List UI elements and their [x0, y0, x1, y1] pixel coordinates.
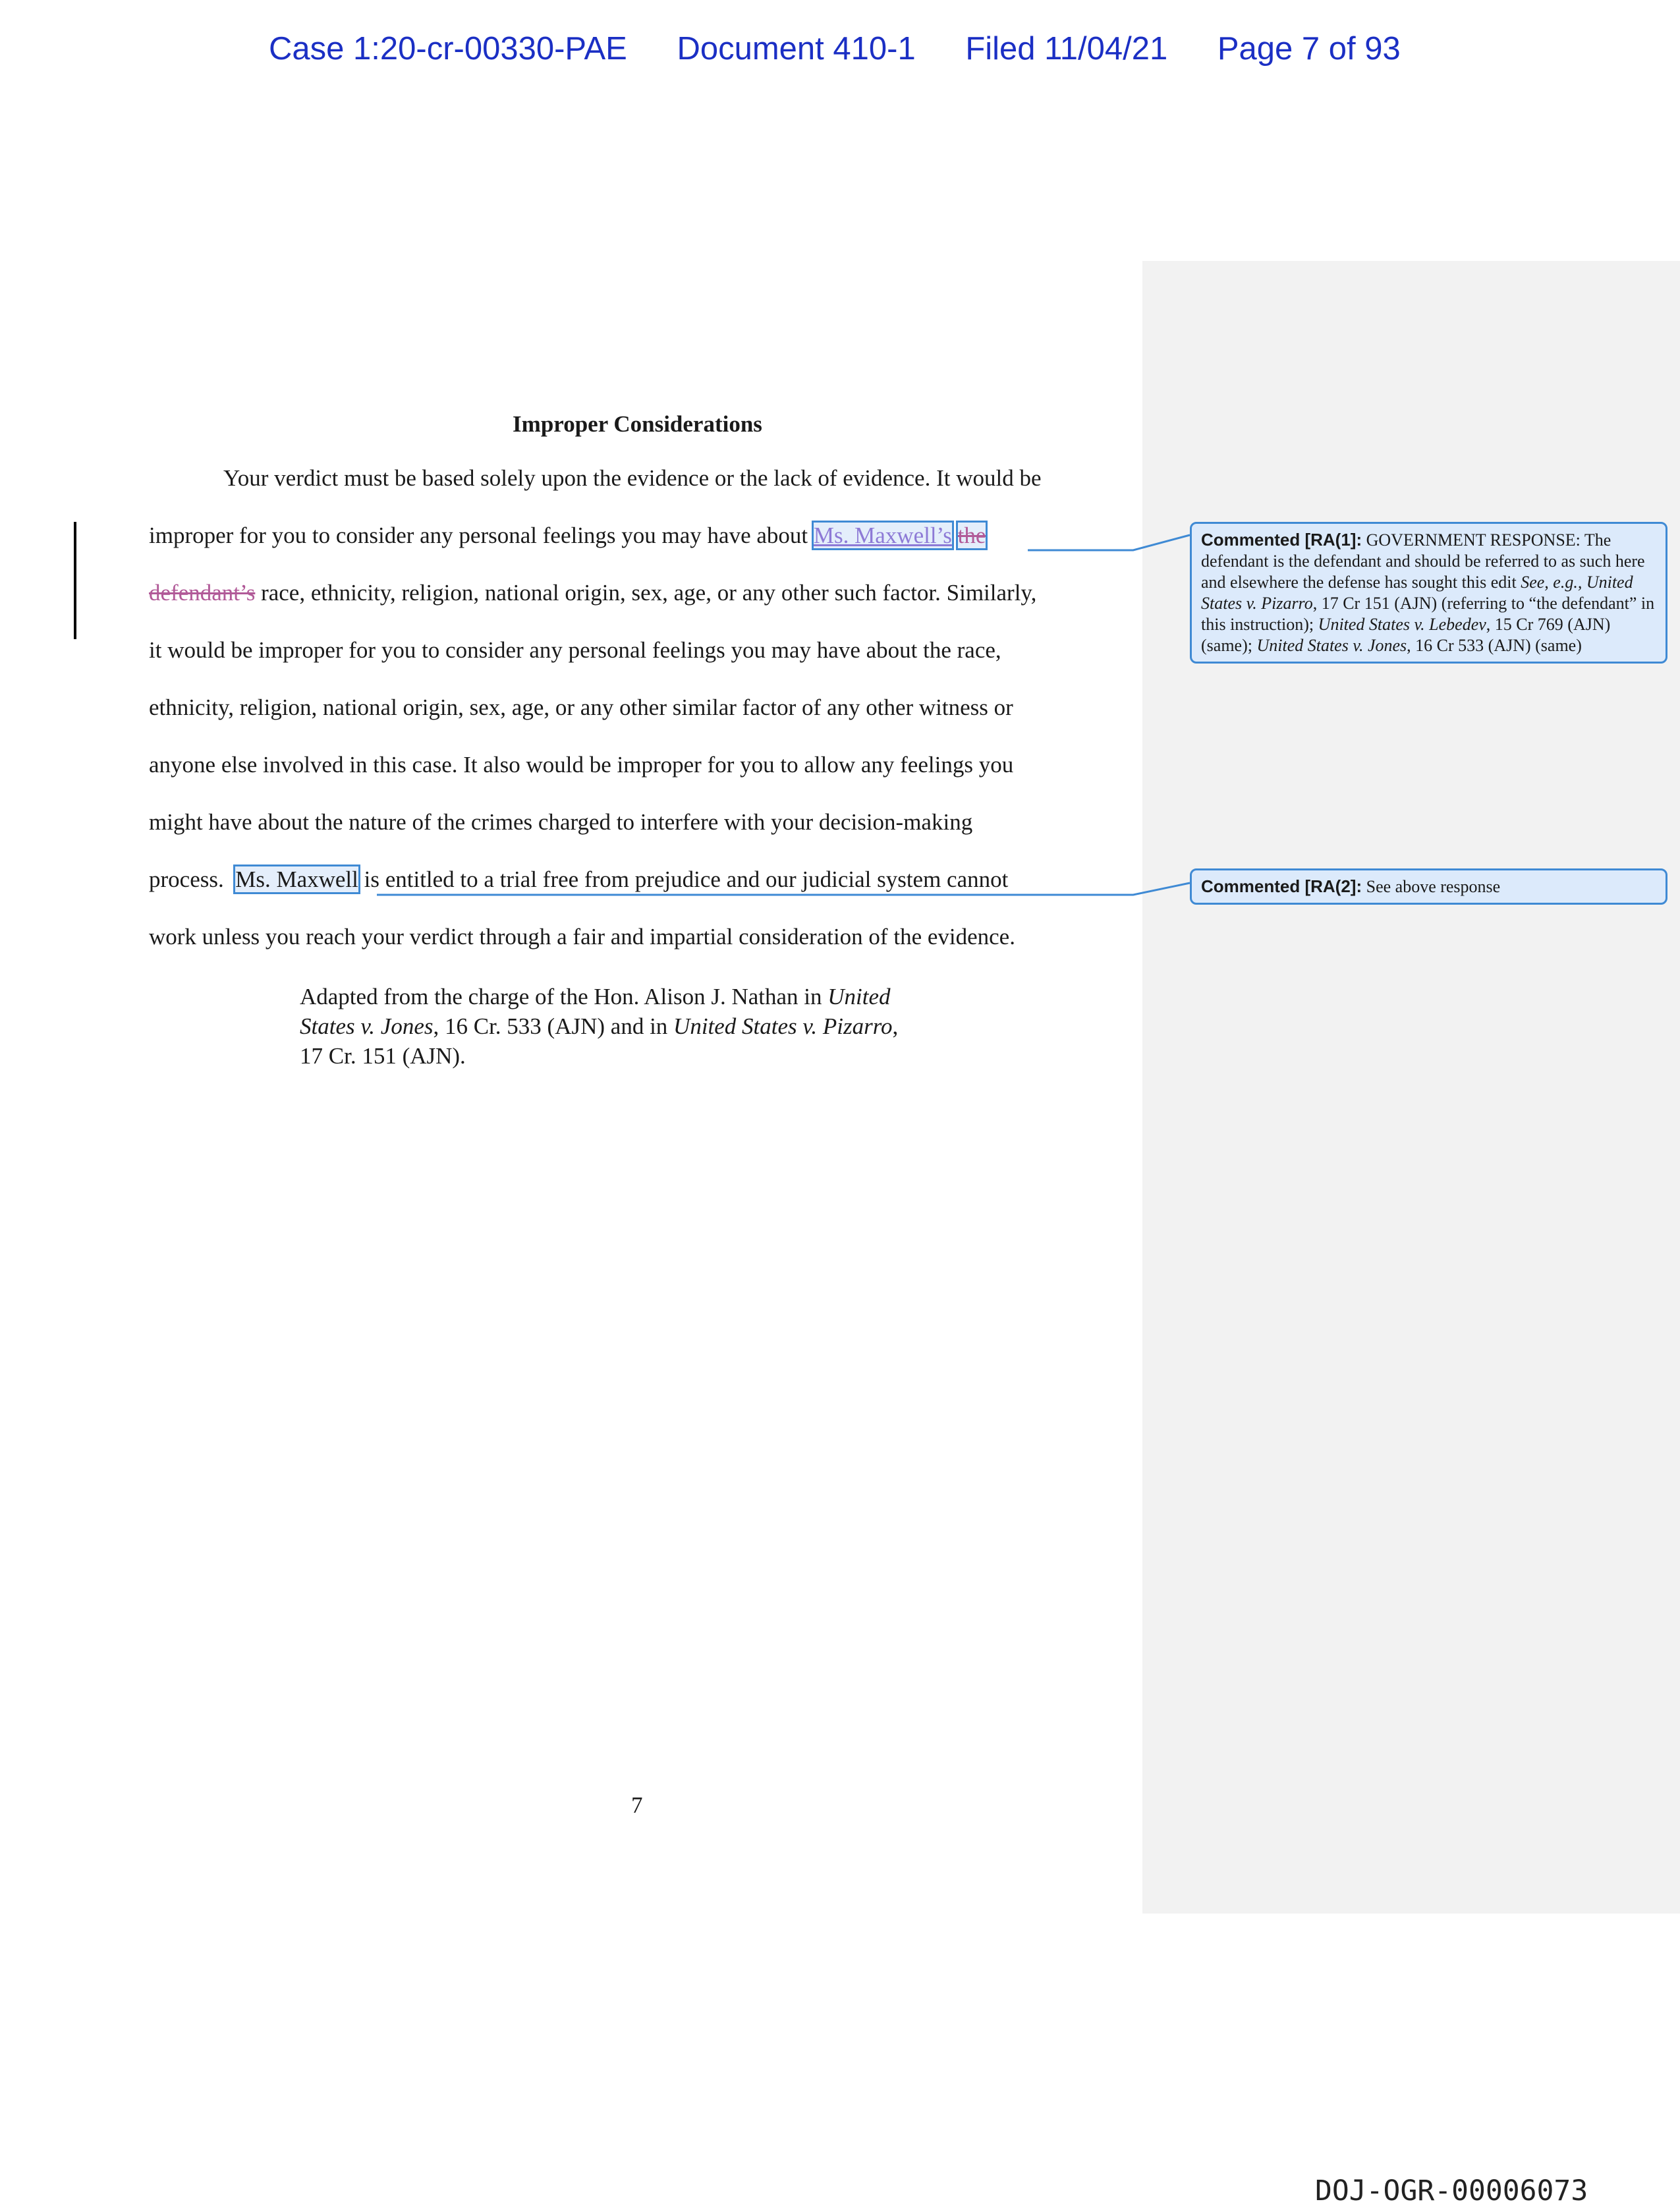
comment-italic: United States v. Lebedev — [1318, 615, 1486, 634]
paragraph-line: ethnicity, religion, national origin, sex, age, or any other similar factor of any other witness or — [149, 695, 1013, 720]
case-number: Case 1:20-cr-00330-PAE — [269, 31, 627, 67]
comment-italic: See, e.g., United States v. Pizarro — [1201, 573, 1633, 613]
paragraph-line — [149, 523, 986, 549]
filing-header — [269, 30, 1401, 67]
comment-italic: United States v. Jones — [1256, 636, 1407, 655]
deleted-text[interactable]: defendant’s — [149, 580, 256, 606]
commented-text[interactable]: Ms. Maxwell — [235, 866, 358, 892]
text-run: is entitled to a trial free from prejudice and our judicial system cannot — [358, 866, 1009, 892]
comment-text: GOVERNMENT RESPONSE: The defendant is the defendant and should be referred to as such here and elsewhere the defense has sought this edit — [1201, 530, 1645, 592]
comment-text: See above response — [1362, 877, 1501, 896]
comment-tag: Commented [RA(2]: — [1201, 876, 1362, 896]
deleted-text[interactable]: the — [957, 523, 986, 548]
comment-text: , 17 Cr 151 (AJN) (referring to “the defendant” in this instruction); — [1201, 594, 1655, 634]
citation-text: Adapted from the charge of the Hon. Alison J. Nathan in — [300, 984, 828, 1009]
citation-block — [300, 982, 898, 1071]
paragraph-line — [149, 580, 1036, 606]
inserted-text[interactable]: Ms. Maxwell’s — [813, 523, 952, 548]
citation-text: , 16 Cr. 533 (AJN) and in — [433, 1013, 674, 1039]
paragraph-line — [149, 866, 1008, 893]
comment-balloon-2[interactable] — [1190, 868, 1667, 905]
page-number: 7 — [631, 1792, 643, 1818]
citation-text: 17 Cr. 151 (AJN). — [300, 1043, 466, 1069]
section-title: Improper Considerations — [513, 411, 762, 437]
comment-text: , 15 Cr 769 (AJN) (same); — [1201, 615, 1611, 655]
paragraph-line: anyone else involved in this case. It also would be improper for you to allow any feelings you — [149, 752, 1014, 778]
document-number: Document 410-1 — [677, 31, 916, 67]
citation-text: , — [892, 1013, 899, 1039]
citation-italic: United — [827, 984, 891, 1009]
text-run: race, ethnicity, religion, national origin, sex, age, or any other such factor. Similarly, — [261, 580, 1037, 606]
text-run: improper for you to consider any personal feelings you may have about — [149, 523, 814, 548]
paragraph-line: work unless you reach your verdict through a fair and impartial consideration of the evidence. — [149, 924, 1015, 950]
comment-tag: Commented [RA(1]: — [1201, 530, 1362, 550]
paragraph-line: Your verdict must be based solely upon the evidence or the lack of evidence. It would be — [223, 465, 1042, 491]
page-indicator: Page 7 of 93 — [1217, 31, 1401, 67]
text-run: process. — [149, 866, 236, 892]
change-bar — [74, 522, 76, 639]
comment-balloon-1[interactable] — [1190, 522, 1667, 664]
paragraph-line: it would be improper for you to consider any personal feelings you may have about the race, — [149, 637, 1001, 663]
paragraph-line: might have about the nature of the crimes charged to interfere with your decision-making — [149, 809, 973, 835]
comment-margin-pane — [1142, 261, 1680, 1914]
filed-date: Filed 11/04/21 — [965, 31, 1168, 67]
citation-italic: States v. Jones — [300, 1013, 434, 1039]
citation-italic: United States v. Pizarro — [673, 1013, 893, 1039]
comment-text: , 16 Cr 533 (AJN) (same) — [1407, 636, 1582, 655]
bates-number: DOJ-OGR-00006073 — [1315, 2174, 1588, 2207]
